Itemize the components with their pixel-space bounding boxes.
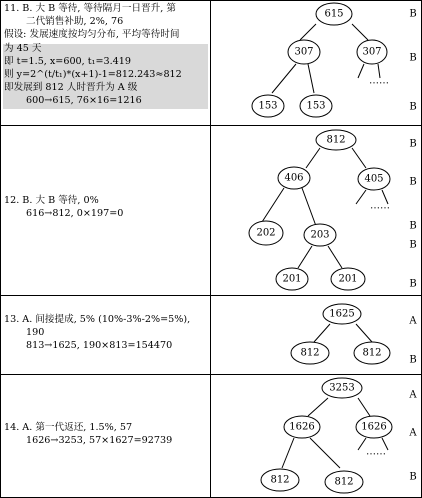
node-label: 203 — [310, 229, 330, 241]
node-label: 812 — [270, 474, 290, 486]
node-label: 812 — [326, 134, 346, 146]
grade-label: A — [409, 427, 417, 439]
text-line: 12. B. 大 B 等待, 0% — [4, 195, 99, 206]
text-line: 600→615, 76×16=1216 — [26, 95, 142, 107]
row-12-text — [4, 194, 210, 220]
node-label: 406 — [284, 172, 304, 184]
text-line: 11. B. 大 B 等待, 等待隔月一日晋升, 第 — [4, 3, 176, 14]
text-line: 则 y=2^(t/t₁)*(x+1)-1=812.243≈812 — [4, 69, 182, 81]
grade-label: B — [409, 278, 417, 290]
ellipsis-marker: …… — [370, 200, 390, 212]
text-line: 即发展到 812 人时晋升为 A 级 — [4, 82, 138, 94]
node-label: 153 — [258, 100, 278, 112]
row-11-text — [4, 2, 210, 108]
grade-label: B — [409, 138, 417, 150]
grade-label: B — [409, 101, 417, 113]
node-label: 153 — [306, 100, 326, 112]
node-label: 1625 — [329, 308, 355, 320]
grade-label: B — [409, 354, 417, 366]
node-label: 307 — [362, 46, 382, 58]
node-label: 201 — [338, 273, 358, 285]
node-label: 202 — [256, 227, 276, 239]
text-line: 即 t=1.5, x=600, t₁=3.419 — [4, 55, 131, 67]
grade-label: B — [409, 239, 417, 251]
text-line: 为 45 天 — [4, 42, 42, 54]
text-line: 13. A. 间接提成, 5% (10%-3%-2%=5%), — [4, 314, 191, 325]
node-label: 812 — [334, 476, 354, 488]
row-14-text — [4, 421, 210, 447]
grade-label: B — [409, 176, 417, 188]
ellipsis-marker: …… — [369, 75, 389, 87]
node-label: 615 — [324, 8, 344, 20]
grade-label: B — [409, 52, 417, 64]
text-line: 616→812, 0×197=0 — [26, 208, 124, 220]
tree-diagrams — [212, 0, 422, 498]
node-label: 812 — [300, 347, 320, 359]
grade-label: A — [409, 315, 417, 327]
ellipsis-marker: …… — [366, 446, 386, 458]
column-divider — [210, 0, 211, 498]
node-label: 405 — [364, 173, 384, 185]
node-label: 1626 — [361, 421, 387, 433]
row-13-text — [4, 313, 210, 353]
text-line: 1626→3253, 57×1627=92739 — [26, 435, 173, 447]
node-label: 3253 — [329, 382, 355, 394]
text-line: 14. A. 第一代返还, 1.5%, 57 — [4, 422, 133, 433]
grade-label: B — [409, 220, 417, 232]
text-line: 813→1625, 190×813=154470 — [26, 340, 173, 352]
text-line: 假设: 发展速度按均匀分布, 平均等待时间 — [4, 29, 180, 41]
node-label: 307 — [294, 46, 314, 58]
table-border-left — [0, 0, 1, 498]
node-label: 1626 — [289, 421, 315, 433]
node-label: 812 — [362, 347, 382, 359]
text-line: 二代销售补助, 2%, 76 — [26, 16, 124, 28]
text-line: 190 — [26, 327, 45, 339]
grade-label: B — [409, 8, 417, 20]
grade-label: A — [409, 389, 417, 401]
grade-label: B — [409, 471, 417, 483]
node-label: 201 — [282, 273, 302, 285]
